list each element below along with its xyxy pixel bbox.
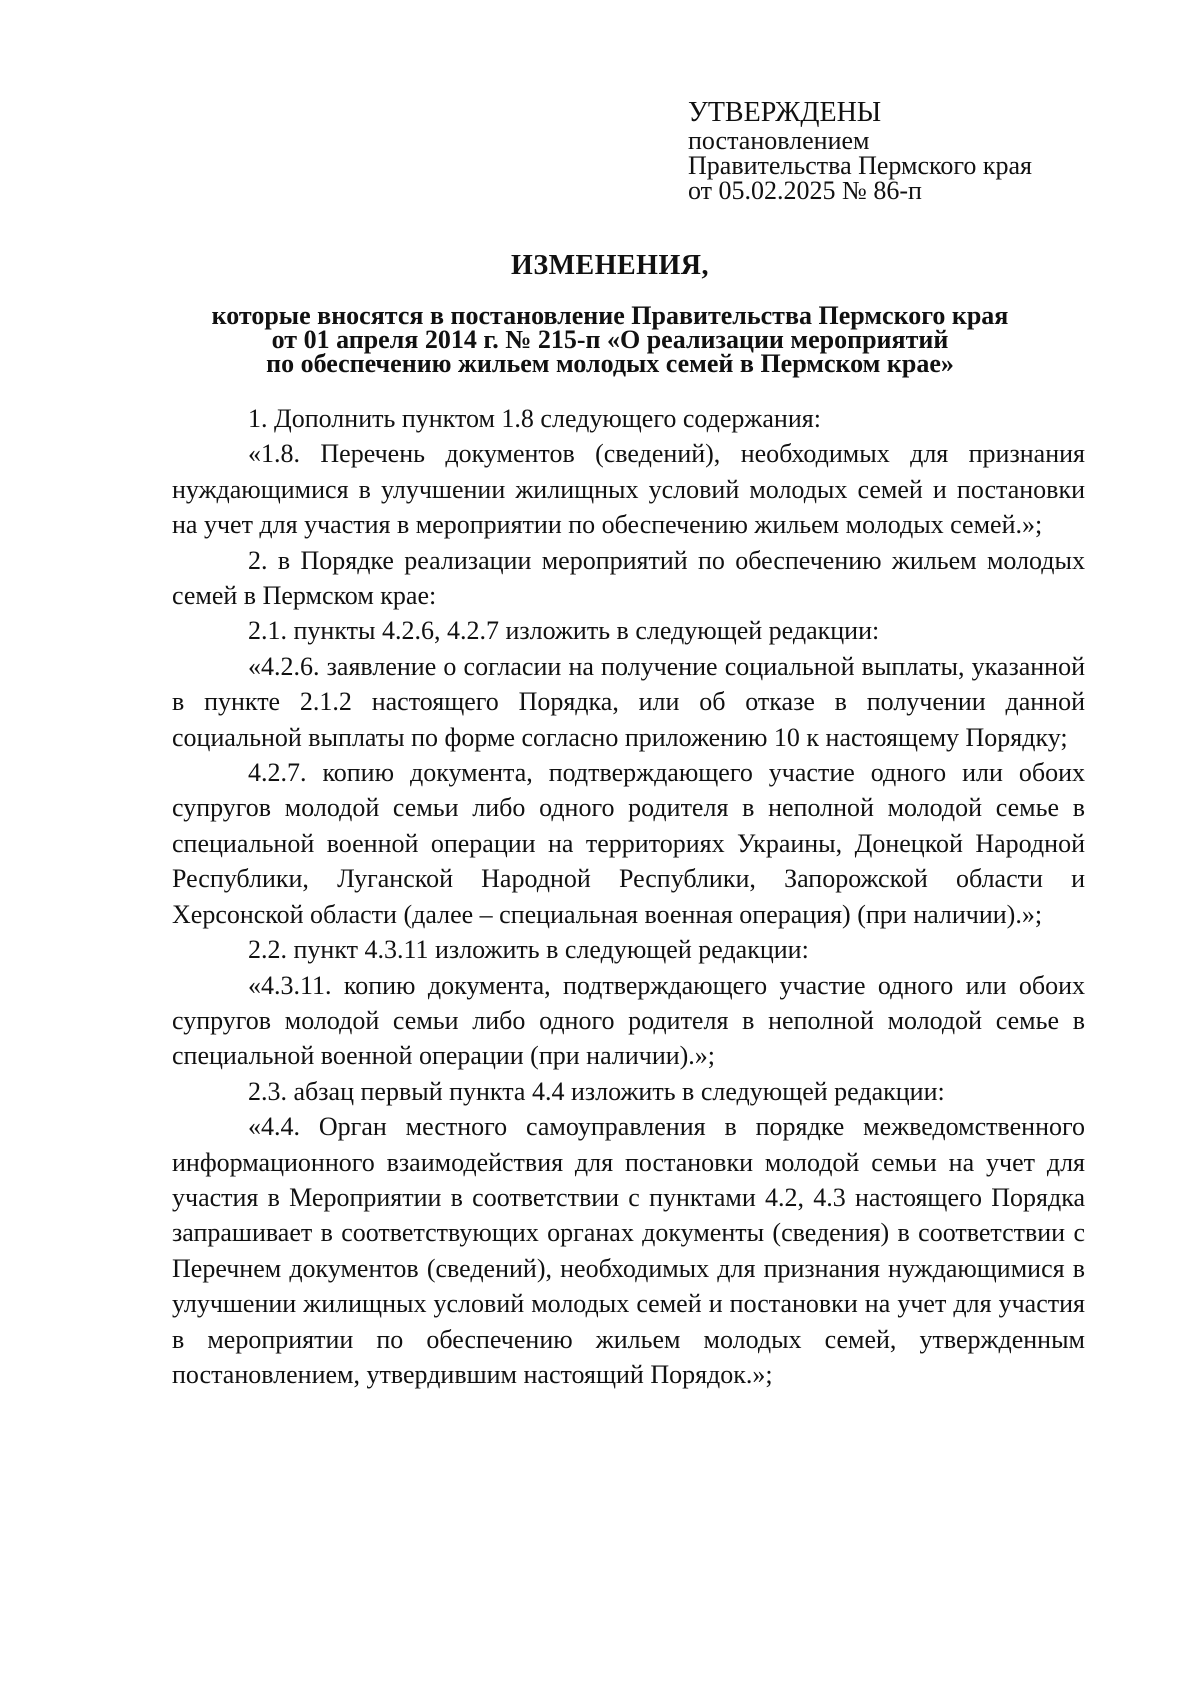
document-body xyxy=(172,401,1085,1392)
approval-line: постановлением xyxy=(688,126,870,155)
approval-title: УТВЕРЖДЕНЫ xyxy=(688,97,882,128)
paragraph: 2.2. пункт 4.3.11 изложить в следующей редакции: xyxy=(248,935,809,965)
paragraph: 2. в Порядке реализации мероприятий по обеспечению жильем молодых семей в Пермском крае: xyxy=(172,545,1085,611)
document-heading xyxy=(120,250,1100,376)
paragraph: «4.4. Орган местного самоуправления в порядке межведомственного информационного взаимодействия для постановки молодой семьи на учет для участия в Мероприятии в соответствии с пунктами 4.2, 4.3 настоящего Порядка запрашивает в соответствующих органах документы (сведения) в соответствии с Перечнем документов (сведений), необходимых для признания нуждающимися в улучшении жилищных условий молодых семей и постановки на учет для участия в мероприятии по обеспечению жильем молодых семей, утвержденным постановлением, утвердившим настоящий Порядок.»; xyxy=(172,1112,1085,1389)
approval-line: Правительства Пермского края xyxy=(688,151,1032,180)
document-title: ИЗМЕНЕНИЯ, xyxy=(511,250,709,281)
paragraph: «4.2.6. заявление о согласии на получение социальной выплаты, указанной в пункте 2.1.2 настоящего Порядка, или об отказе в получении данной социальной выплаты по форме согласно приложению 10 к настоящему Порядку; xyxy=(172,651,1085,752)
paragraph: 2.1. пункты 4.2.6, 4.2.7 изложить в следующей редакции: xyxy=(248,616,880,646)
approval-date: от 05.02.2025 № 86-п xyxy=(688,176,922,205)
approval-stamp xyxy=(688,98,1168,203)
paragraph: 4.2.7. копию документа, подтверждающего участие одного или обоих супругов молодой семьи либо одного родителя в неполной молодой семье в специальной военной операции на территориях Украины, Донецкой Народной Республики, Луганской Народной Республики, Запорожской области и Херсонской области (далее – специальная военная операция) (при наличии).»; xyxy=(172,758,1085,929)
paragraph: «1.8. Перечень документов (сведений), необходимых для признания нуждающимися в улучшении жилищных условий молодых семей и постановки на учет для участия в мероприятии по обеспечению жильем молодых семей.»; xyxy=(172,439,1085,540)
document-subtitle-line: которые вносятся в постановление Правительства Пермского края xyxy=(211,301,1009,330)
document-subtitle-line: от 01 апреля 2014 г. № 215-п «О реализации мероприятий xyxy=(271,325,949,354)
paragraph: 1. Дополнить пунктом 1.8 следующего содержания: xyxy=(248,404,821,433)
paragraph: 2.3. абзац первый пункта 4.4 изложить в следующей редакции: xyxy=(248,1076,945,1106)
document-subtitle-line: по обеспечению жильем молодых семей в Пермском крае» xyxy=(266,349,954,378)
paragraph: «4.3.11. копию документа, подтверждающего участие одного или обоих супругов молодой семьи либо одного родителя в неполной молодой семье в специальной военной операции (при наличии).»; xyxy=(172,970,1085,1071)
